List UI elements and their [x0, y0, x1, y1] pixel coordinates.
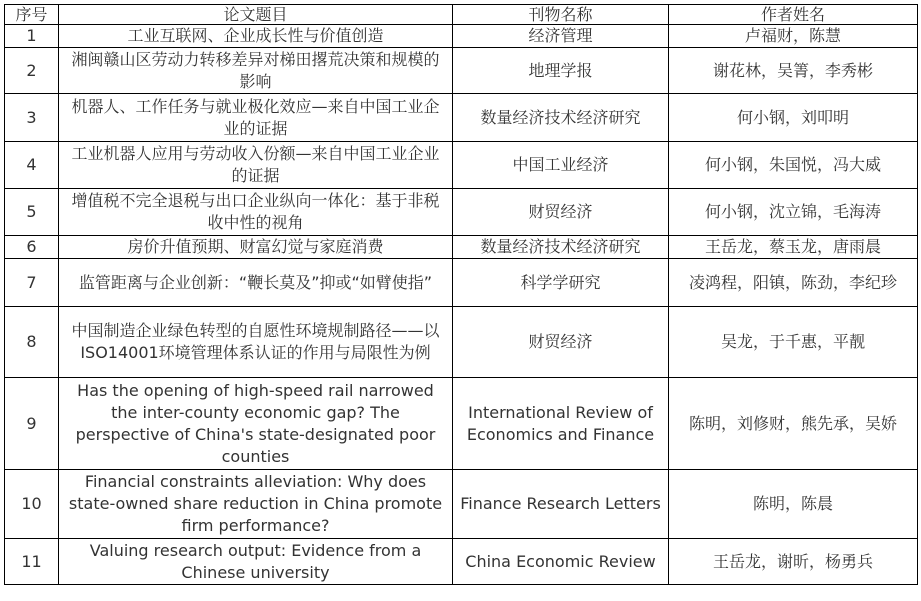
row-title: 中国制造企业绿色转型的自愿性环境规制路径——以ISO14001环境管理体系认证的作用与局限性为例 — [59, 307, 453, 378]
row-journal: 地理学报 — [453, 48, 669, 94]
row-title: Valuing research output: Evidence from a Chinese university — [59, 539, 453, 585]
row-journal: Finance Research Letters — [453, 470, 669, 539]
table-row — [5, 25, 918, 48]
row-journal: 财贸经济 — [453, 189, 669, 236]
row-journal: 财贸经济 — [453, 307, 669, 378]
row-journal: 数量经济技术经济研究 — [453, 236, 669, 259]
table-row — [5, 189, 918, 236]
row-journal: International Review of Economics and Finance — [453, 378, 669, 470]
table-row — [5, 470, 918, 539]
header-no: 序号 — [5, 5, 59, 25]
header-journal: 刊物名称 — [453, 5, 669, 25]
row-title: 工业机器人应用与劳动收入份额—来自中国工业企业的证据 — [59, 142, 453, 189]
row-authors: 何小钢，沈立锦，毛海涛 — [669, 189, 918, 236]
row-title: 工业互联网、企业成长性与价值创造 — [59, 25, 453, 48]
row-no: 1 — [5, 25, 59, 48]
table-row — [5, 48, 918, 94]
row-title: Financial constraints alleviation: Why does state-owned share reduction in China promote firm performance? — [59, 470, 453, 539]
table-row — [5, 236, 918, 259]
table-row — [5, 142, 918, 189]
row-authors: 何小钢，朱国悦，冯大威 — [669, 142, 918, 189]
row-journal: 数量经济技术经济研究 — [453, 94, 669, 142]
table-row — [5, 378, 918, 470]
row-journal: China Economic Review — [453, 539, 669, 585]
row-no: 7 — [5, 259, 59, 307]
row-no: 11 — [5, 539, 59, 585]
table-row — [5, 94, 918, 142]
row-authors: 卢福财，陈慧 — [669, 25, 918, 48]
row-journal: 经济管理 — [453, 25, 669, 48]
row-no: 6 — [5, 236, 59, 259]
row-authors: 王岳龙，谢昕，杨勇兵 — [669, 539, 918, 585]
row-journal: 科学学研究 — [453, 259, 669, 307]
row-authors: 何小钢，刘叩明 — [669, 94, 918, 142]
table-row — [5, 539, 918, 585]
row-no: 9 — [5, 378, 59, 470]
header-title: 论文题目 — [59, 5, 453, 25]
row-no: 10 — [5, 470, 59, 539]
row-authors: 王岳龙，蔡玉龙，唐雨晨 — [669, 236, 918, 259]
row-title: 增值税不完全退税与出口企业纵向一体化：基于非税收中性的视角 — [59, 189, 453, 236]
row-authors: 凌鸿程，阳镇，陈劲，李纪珍 — [669, 259, 918, 307]
row-no: 3 — [5, 94, 59, 142]
table-row — [5, 307, 918, 378]
header-authors: 作者姓名 — [669, 5, 918, 25]
row-authors: 陈明，陈晨 — [669, 470, 918, 539]
row-authors: 吴龙，于千惠，平靓 — [669, 307, 918, 378]
row-title: 监管距离与企业创新：“鞭长莫及”抑或“如臂使指” — [59, 259, 453, 307]
row-no: 5 — [5, 189, 59, 236]
row-authors: 谢花林，吴箐，李秀彬 — [669, 48, 918, 94]
row-title: 湘闽赣山区劳动力转移差异对梯田撂荒决策和规模的影响 — [59, 48, 453, 94]
row-title: 机器人、工作任务与就业极化效应—来自中国工业企业的证据 — [59, 94, 453, 142]
row-journal: 中国工业经济 — [453, 142, 669, 189]
row-no: 2 — [5, 48, 59, 94]
table-header-row — [5, 5, 918, 25]
table-row — [5, 259, 918, 307]
row-title: Has the opening of high-speed rail narrowed the inter-county economic gap? The perspective of China's state-designated poor counties — [59, 378, 453, 470]
row-authors: 陈明，刘修财，熊先承，吴娇 — [669, 378, 918, 470]
row-no: 8 — [5, 307, 59, 378]
papers-table — [4, 4, 918, 585]
row-no: 4 — [5, 142, 59, 189]
row-title: 房价升值预期、财富幻觉与家庭消费 — [59, 236, 453, 259]
